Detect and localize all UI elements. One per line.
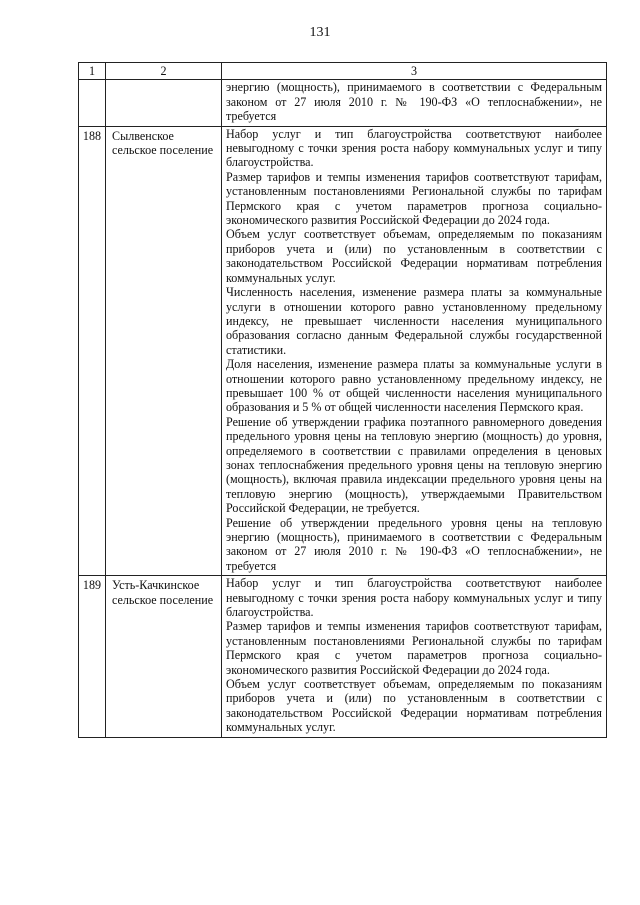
paragraph: Набор услуг и тип благоустройства соответствуют наиболее невыгодному с точки зрения роста набору коммунальных услуг и типу благоустройства. <box>226 126 602 170</box>
municipality-name: Усть-Качкинское сельское поселение <box>106 576 222 737</box>
header-row <box>79 63 607 80</box>
paragraph: Доля населения, изменение размера платы за коммунальные услуги в отношении которого равно установленному предельному индексу, не превышает 100 % от общей численности населения муниципального образования и 5 % от общей численности населения Пермского края. <box>226 357 602 415</box>
paragraph: Численность населения, изменение размера платы за коммунальные услуги в отношении которого равно установленному предельному индексу, не превышает численности населения муниципального образования согласно данным Федеральной службы государственной статистики. <box>226 285 602 357</box>
paragraph: Набор услуг и тип благоустройства соответствуют наиболее невыгодному с точки зрения роста набору коммунальных услуг и типу благоустройства. <box>226 576 602 620</box>
continuation-text-cell <box>222 80 607 126</box>
header-col-2: 2 <box>106 63 222 80</box>
row-text-cell <box>222 126 607 576</box>
municipal-table <box>78 62 607 738</box>
continuation-num-cell <box>79 80 106 126</box>
municipality-name: Сылвенское сельское поселение <box>106 126 222 576</box>
table-row <box>79 576 607 737</box>
page-number: 131 <box>309 25 331 40</box>
paragraph: Размер тарифов и темпы изменения тарифов соответствуют тарифам, установленным постановлениями Региональной службы по тарифам Пермского края с учетом параметров прогноза социально-экономического развития Российской Федерации до 2024 года. <box>226 169 602 228</box>
row-text-cell <box>222 576 607 737</box>
header-col-3: 3 <box>222 63 607 80</box>
paragraph: Решение об утверждении предельного уровня цены на тепловую энергию (мощность), принимаемого в соответствии с Федеральным законом от 27 июля 2010 г. № 190-ФЗ «О теплоснабжении», не требуется <box>226 515 602 573</box>
continuation-name-cell <box>106 80 222 126</box>
continuation-row <box>79 80 607 126</box>
row-number: 189 <box>79 576 106 737</box>
paragraph: энергию (мощность), принимаемого в соответствии с Федеральным законом от 27 июля 2010 г. № 190-ФЗ «О теплоснабжении», не требуется <box>226 80 602 124</box>
paragraph: Размер тарифов и темпы изменения тарифов соответствуют тарифам, установленным постановлениями Региональной службы по тарифам Пермского края с учетом параметров прогноза социально-экономического развития Российской Федерации до 2024 года. <box>226 619 602 677</box>
paragraph: Решение об утверждении графика поэтапного равномерного доведения предельного уровня цены на тепловую энергию (мощность) до уровня, определяемого в соответствии с правилами определения в ценовых зонах теплоснабжения предельного уровня цены на тепловую энергию (мощность), включая правила индексации предельного уровня цены на тепловую энергию (мощность), утверждаемыми Правительством Российской Федерации, не требуется. <box>226 414 602 516</box>
header-col-1: 1 <box>79 63 106 80</box>
table-row <box>79 126 607 576</box>
row-number: 188 <box>79 126 106 576</box>
paragraph: Объем услуг соответствует объемам, определяемым по показаниям приборов учета и (или) по установленным в соответствии с законодательством Российской Федерации нормативам потребления коммунальных услуг. <box>226 227 602 285</box>
paragraph: Объем услуг соответствует объемам, определяемым по показаниям приборов учета и (или) по установленным в соответствии с законодательством Российской Федерации нормативам потребления коммунальных услуг. <box>226 677 602 735</box>
